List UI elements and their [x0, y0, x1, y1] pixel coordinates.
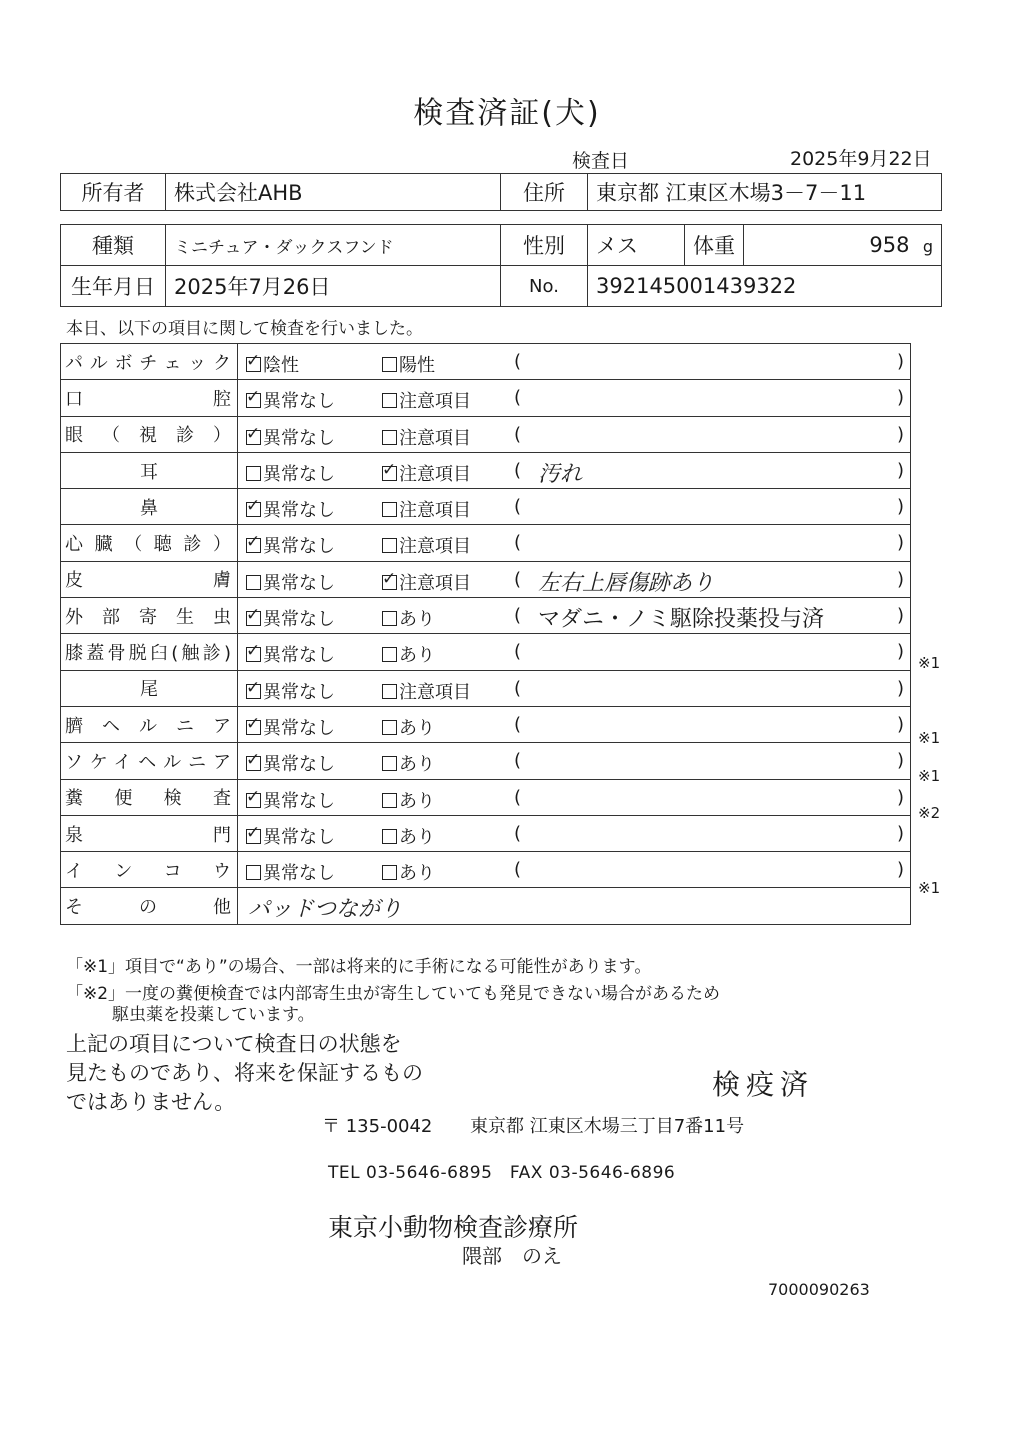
option-1	[246, 496, 335, 522]
weight-cell	[744, 225, 942, 266]
sex-value: メス	[588, 225, 685, 266]
option-1-label: 異常なし	[263, 536, 335, 558]
open-paren: (	[514, 750, 522, 772]
option-2-label: 陽性	[399, 355, 435, 376]
option-2-label: あり	[399, 826, 435, 848]
option-2	[382, 787, 435, 813]
owner-value: 株式会社AHB	[166, 174, 501, 211]
no-label: No.	[501, 266, 588, 307]
check-item-cell	[61, 706, 238, 742]
option-2	[382, 605, 435, 631]
surgery-note-mark: ※2	[918, 804, 941, 823]
breed-value: ミニチュア・ダックスフンド	[166, 225, 501, 266]
open-paren: (	[514, 605, 522, 627]
checkbox-2[interactable]	[382, 357, 397, 372]
page-title: 検査済証(犬)	[413, 96, 601, 131]
option-1	[246, 387, 335, 413]
check-options-cell	[238, 561, 911, 597]
option-1-label: 異常なし	[263, 572, 335, 594]
check-options-cell	[238, 743, 911, 779]
address-label: 住所	[501, 174, 588, 211]
checkbox-2[interactable]	[382, 538, 397, 553]
sex-label: 性別	[501, 225, 588, 266]
open-paren: (	[514, 786, 522, 808]
option-2-label: 注意項目	[399, 463, 471, 485]
option-2	[382, 823, 435, 849]
option-2	[382, 859, 435, 885]
intro-text: 本日、以下の項目に関して検査を行いました。	[66, 319, 423, 339]
check-options-cell	[238, 598, 911, 634]
check-row	[61, 706, 911, 742]
weight-unit: g	[922, 237, 933, 256]
option-1-label: 陰性	[263, 355, 299, 376]
vet-name: 隈部 のえ	[462, 1244, 562, 1268]
checkbox-2[interactable]	[382, 393, 397, 408]
checkbox-1[interactable]	[246, 611, 261, 626]
check-item-label: 心臓（聴診）	[65, 534, 233, 556]
checkbox-2[interactable]	[382, 647, 397, 662]
footnote-2-cont: 駆虫薬を投薬しています。	[112, 1005, 315, 1025]
check-options-cell	[238, 815, 911, 851]
check-item-label: インコウ	[65, 860, 233, 882]
option-2-label: 注意項目	[399, 500, 471, 522]
check-item-cell	[61, 489, 238, 525]
checkbox-1[interactable]	[246, 575, 261, 590]
option-2	[382, 496, 471, 522]
footnote-1: 「※1」項目で“あり”の場合、一部は将来的に手術になる可能性があります。	[66, 957, 652, 977]
close-paren: )	[896, 459, 904, 481]
open-paren: (	[514, 641, 522, 663]
check-options-cell	[238, 344, 911, 380]
option-2	[382, 678, 471, 704]
check-item-cell	[61, 779, 238, 815]
check-item-cell	[61, 815, 238, 851]
check-options-cell	[238, 525, 911, 561]
option-2-label: あり	[399, 790, 435, 812]
check-row	[61, 525, 911, 561]
weight-value: 958	[869, 233, 910, 257]
comment: 左右上唇傷跡あり	[538, 570, 715, 596]
check-item-label: 糞便検査	[65, 788, 233, 810]
check-row	[61, 852, 911, 888]
address-value: 東京都 江東区木場3－7－11	[588, 174, 942, 211]
option-1	[246, 424, 335, 450]
option-1	[246, 532, 335, 558]
checks-table	[60, 343, 911, 925]
checkbox-2[interactable]	[382, 720, 397, 735]
disclaimer	[66, 1030, 423, 1117]
check-item-cell	[61, 452, 238, 488]
option-2-label: 注意項目	[399, 391, 471, 413]
checkbox-1[interactable]	[246, 466, 261, 481]
option-1-label: 異常なし	[263, 645, 335, 667]
inspection-date-label: 検査日	[572, 150, 630, 172]
inspection-date: 2025年9月22日	[790, 148, 932, 170]
option-2	[382, 641, 435, 667]
option-1-label: 異常なし	[263, 790, 335, 812]
check-item-cell	[61, 598, 238, 634]
surgery-note-mark: ※1	[918, 879, 941, 898]
check-item-label: ソケイヘルニア	[65, 751, 233, 773]
option-1-label: 異常なし	[263, 391, 335, 413]
option-2-label: あり	[399, 863, 435, 885]
option-1	[246, 460, 335, 486]
check-item-label: 泉 門	[65, 824, 233, 846]
other-value: パッドつながり	[248, 897, 403, 923]
check-row	[61, 634, 911, 670]
check-item-label: パルボチェック	[65, 352, 233, 374]
option-1	[246, 351, 299, 377]
checkbox-1[interactable]	[246, 393, 261, 408]
dob-label: 生年月日	[61, 266, 166, 307]
option-1	[246, 605, 335, 631]
option-2-label: 注意項目	[399, 427, 471, 449]
close-paren: )	[896, 568, 904, 590]
checkbox-1[interactable]	[246, 720, 261, 735]
check-row	[61, 598, 911, 634]
option-1	[246, 750, 335, 776]
checkbox-1[interactable]	[246, 829, 261, 844]
check-item-label: 口 腔	[65, 388, 233, 410]
check-options-cell	[238, 634, 911, 670]
check-item-cell	[61, 852, 238, 888]
clinic-address: 東京都 江東区木場三丁目7番11号	[470, 1116, 745, 1137]
open-paren: (	[514, 568, 522, 590]
check-options-cell	[238, 706, 911, 742]
option-1	[246, 641, 335, 667]
surgery-note-mark: ※1	[918, 653, 941, 672]
dob-value: 2025年7月26日	[166, 266, 501, 307]
comment: マダニ・ノミ駆除投薬投与済	[538, 607, 825, 633]
disclaimer-line: ではありません。	[66, 1090, 236, 1114]
check-item-cell	[61, 743, 238, 779]
option-1-label: 異常なし	[263, 826, 335, 848]
disclaimer-line: 上記の項目について検査日の状態を	[66, 1032, 402, 1056]
disclaimer-line: 見たものであり、将来を保証するもの	[66, 1061, 423, 1085]
open-paren: (	[514, 496, 522, 518]
checkbox-1[interactable]	[246, 684, 261, 699]
checkbox-2[interactable]	[382, 611, 397, 626]
option-2	[382, 387, 471, 413]
check-item-label: 外部寄生虫	[65, 606, 233, 628]
owner-label: 所有者	[61, 174, 166, 211]
checkbox-1[interactable]	[246, 430, 261, 445]
close-paren: )	[896, 496, 904, 518]
checkbox-1[interactable]	[246, 538, 261, 553]
close-paren: )	[896, 677, 904, 699]
check-row	[61, 416, 911, 452]
close-paren: )	[896, 859, 904, 881]
checkbox-2[interactable]	[382, 865, 397, 880]
option-2-label: 注意項目	[399, 681, 471, 703]
option-2-label: 注意項目	[399, 536, 471, 558]
check-row	[61, 344, 911, 380]
other-label: その他	[65, 897, 233, 919]
checkbox-1[interactable]	[246, 357, 261, 372]
option-1	[246, 569, 335, 595]
check-item-cell	[61, 344, 238, 380]
check-options-cell	[238, 852, 911, 888]
check-options-cell	[238, 779, 911, 815]
check-item-label: 耳	[140, 461, 158, 483]
check-row	[61, 779, 911, 815]
surgery-note-mark: ※1	[918, 729, 941, 747]
check-item-cell	[61, 380, 238, 416]
open-paren: (	[514, 387, 522, 409]
check-item-cell	[61, 670, 238, 706]
checkbox-2[interactable]	[382, 430, 397, 445]
check-row	[61, 670, 911, 706]
open-paren: (	[514, 822, 522, 844]
option-1	[246, 678, 335, 704]
checkbox-2[interactable]	[382, 793, 397, 808]
option-2	[382, 569, 471, 595]
checkbox-1[interactable]	[246, 756, 261, 771]
option-1-label: 異常なし	[263, 427, 335, 449]
close-paren: )	[896, 750, 904, 772]
check-item-cell	[61, 525, 238, 561]
option-2-label: あり	[399, 754, 435, 776]
other-row	[61, 888, 911, 924]
weight-label: 体重	[685, 225, 744, 266]
check-options-cell	[238, 489, 911, 525]
check-item-label: 鼻	[140, 497, 158, 519]
check-row	[61, 743, 911, 779]
close-paren: )	[896, 641, 904, 663]
checkbox-1[interactable]	[246, 865, 261, 880]
option-2	[382, 532, 471, 558]
option-1	[246, 787, 335, 813]
checkbox-2[interactable]	[382, 756, 397, 771]
close-paren: )	[896, 532, 904, 554]
checkbox-1[interactable]	[246, 502, 261, 517]
check-item-label: 膝蓋骨脱臼(触診)	[65, 643, 233, 665]
option-2	[382, 424, 471, 450]
quarantine-stamp: 検疫済	[712, 1068, 815, 1101]
close-paren: )	[896, 822, 904, 844]
clinic-name: 東京小動物検査診療所	[328, 1213, 579, 1242]
checkbox-2[interactable]	[382, 684, 397, 699]
open-paren: (	[514, 859, 522, 881]
check-options-cell	[238, 380, 911, 416]
check-item-label: 臍ヘルニア	[65, 715, 233, 737]
open-paren: (	[514, 351, 522, 372]
contact-numbers: TEL 03-5646-6895 FAX 03-5646-6896	[328, 1163, 676, 1183]
option-1-label: 異常なし	[263, 463, 335, 485]
close-paren: )	[896, 786, 904, 808]
check-options-cell	[238, 670, 911, 706]
check-row	[61, 815, 911, 851]
dog-info-table	[60, 224, 942, 307]
check-item-label: 皮 膚	[65, 570, 233, 592]
check-item-cell	[61, 634, 238, 670]
footnote-2: 「※2」一度の糞便検査では内部寄生虫が寄生していても発見できない場合があるため	[66, 984, 721, 1004]
open-paren: (	[514, 677, 522, 699]
option-1	[246, 823, 335, 849]
comment: 汚れ	[538, 461, 583, 487]
open-paren: (	[514, 532, 522, 554]
option-2-label: あり	[399, 645, 435, 667]
option-1-label: 異常なし	[263, 500, 335, 522]
checkbox-2[interactable]	[382, 466, 397, 481]
check-row	[61, 380, 911, 416]
check-options-cell	[238, 452, 911, 488]
checkbox-2[interactable]	[382, 829, 397, 844]
checkbox-1[interactable]	[246, 793, 261, 808]
check-item-cell	[61, 416, 238, 452]
option-1-label: 異常なし	[263, 863, 335, 885]
option-1-label: 異常なし	[263, 681, 335, 703]
check-item-cell	[61, 561, 238, 597]
no-value: 392145001439322	[588, 266, 942, 307]
check-row	[61, 561, 911, 597]
open-paren: (	[514, 459, 522, 481]
breed-label: 種類	[61, 225, 166, 266]
document-number: 7000090263	[768, 1280, 870, 1299]
close-paren: )	[896, 387, 904, 409]
option-2	[382, 750, 435, 776]
surgery-note-mark: ※1	[918, 766, 941, 785]
option-1-label: 異常なし	[263, 717, 335, 739]
close-paren: )	[896, 423, 904, 445]
option-2-label: 注意項目	[399, 572, 471, 594]
option-2-label: あり	[399, 609, 435, 631]
option-1-label: 異常なし	[263, 609, 335, 631]
open-paren: (	[514, 423, 522, 445]
checkbox-2[interactable]	[382, 502, 397, 517]
option-2-label: あり	[399, 717, 435, 739]
check-item-label: 眼（視診）	[65, 425, 233, 447]
option-1	[246, 859, 335, 885]
checkbox-1[interactable]	[246, 647, 261, 662]
owner-table	[60, 173, 942, 211]
option-1	[246, 714, 335, 740]
check-options-cell	[238, 416, 911, 452]
close-paren: )	[896, 713, 904, 735]
checkbox-2[interactable]	[382, 575, 397, 590]
option-2	[382, 460, 471, 486]
check-item-label: 尾	[140, 679, 158, 701]
other-value-cell	[238, 888, 911, 924]
close-paren: )	[896, 351, 904, 372]
check-row	[61, 452, 911, 488]
option-2	[382, 351, 435, 377]
open-paren: (	[514, 713, 522, 735]
option-2	[382, 714, 435, 740]
check-row	[61, 489, 911, 525]
postal-code: 〒 135-0042	[322, 1116, 433, 1137]
option-1-label: 異常なし	[263, 754, 335, 776]
other-label-cell	[61, 888, 238, 924]
close-paren: )	[896, 605, 904, 627]
